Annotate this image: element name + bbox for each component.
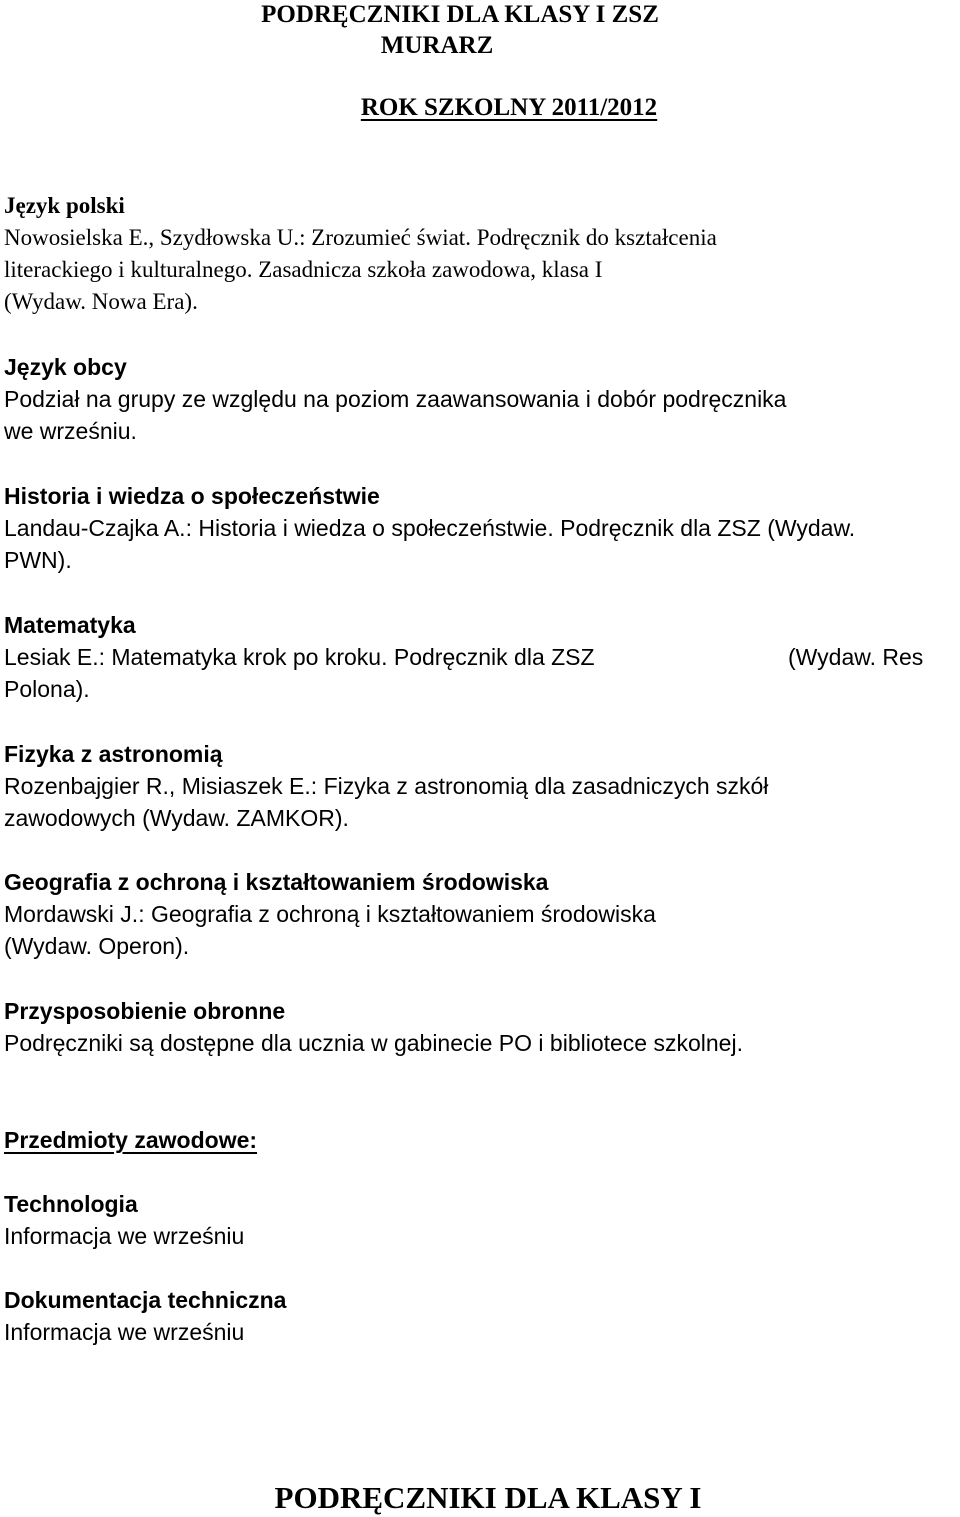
section-heading-underlined: Przedmioty zawodowe:: [4, 1127, 258, 1153]
section-heading: Matematyka: [4, 612, 136, 638]
section-dokumentacja-techniczna: [4, 1284, 960, 1348]
section-text-line: Mordawski J.: Geografia z ochroną i kształtowaniem środowiska: [4, 901, 656, 927]
section-text-line: Informacja we wrześniu: [4, 1319, 245, 1345]
section-heading: Technologia: [4, 1191, 138, 1217]
section-heading: Dokumentacja techniczna: [4, 1287, 287, 1313]
section-text-line: Podział na grupy ze względu na poziom zaawansowania i dobór podręcznika: [4, 386, 787, 412]
section-text-line: (Wydaw. Nowa Era).: [4, 289, 198, 314]
publisher-text: (Wydaw. Res: [788, 644, 924, 670]
document-subtitle-profession: MURARZ: [380, 32, 494, 59]
section-text-line: Landau-Czajka A.: Historia i wiedza o społeczeństwie. Podręcznik dla ZSZ (Wydaw.: [4, 515, 856, 541]
section-text-line: we wrześniu.: [4, 418, 137, 444]
section-heading: Przysposobienie obronne: [4, 998, 286, 1024]
section-przysposobienie-obronne: [4, 995, 960, 1059]
section-text-line: PWN).: [4, 547, 72, 573]
section-text-line: (Wydaw. Operon).: [4, 933, 190, 959]
section-heading: Język polski: [4, 193, 125, 218]
section-text-line: Polona).: [4, 676, 90, 702]
section-matematyka: [4, 609, 960, 705]
section-heading: Fizyka z astronomią: [4, 741, 223, 767]
book-description: Lesiak E.: Matematyka krok po kroku. Podręcznik dla ZSZ: [4, 644, 595, 670]
section-przedmioty-zawodowe: [4, 1124, 960, 1156]
section-jezyk-obcy: [4, 351, 960, 447]
section-technologia: [4, 1188, 960, 1252]
section-fizyka: [4, 738, 960, 834]
section-text-line: zawodowych (Wydaw. ZAMKOR).: [4, 805, 349, 831]
section-heading: Język obcy: [4, 354, 127, 380]
next-page-title: PODRĘCZNIKI DLA KLASY I: [274, 1480, 702, 1515]
school-year-heading: ROK SZKOLNY 2011/2012: [360, 94, 658, 121]
document-title: PODRĘCZNIKI DLA KLASY I ZSZ: [261, 1, 659, 28]
section-text-line: literackiego i kulturalnego. Zasadnicza szkoła zawodowa, klasa I: [4, 257, 603, 282]
section-heading: Historia i wiedza o społeczeństwie: [4, 483, 380, 509]
section-text-line: [4, 641, 960, 673]
section-text-line: Informacja we wrześniu: [4, 1223, 245, 1249]
section-text-line: Nowosielska E., Szydłowska U.: Zrozumieć świat. Podręcznik do kształcenia: [4, 225, 717, 250]
section-geografia: [4, 866, 960, 962]
section-jezyk-polski: [4, 190, 960, 318]
section-text-line: Rozenbajgier R., Misiaszek E.: Fizyka z astronomią dla zasadniczych szkół: [4, 773, 769, 799]
section-heading: Geografia z ochroną i kształtowaniem środowiska: [4, 869, 549, 895]
section-historia: [4, 480, 960, 576]
section-text-line: Podręczniki są dostępne dla ucznia w gabinecie PO i bibliotece szkolnej.: [4, 1030, 743, 1056]
